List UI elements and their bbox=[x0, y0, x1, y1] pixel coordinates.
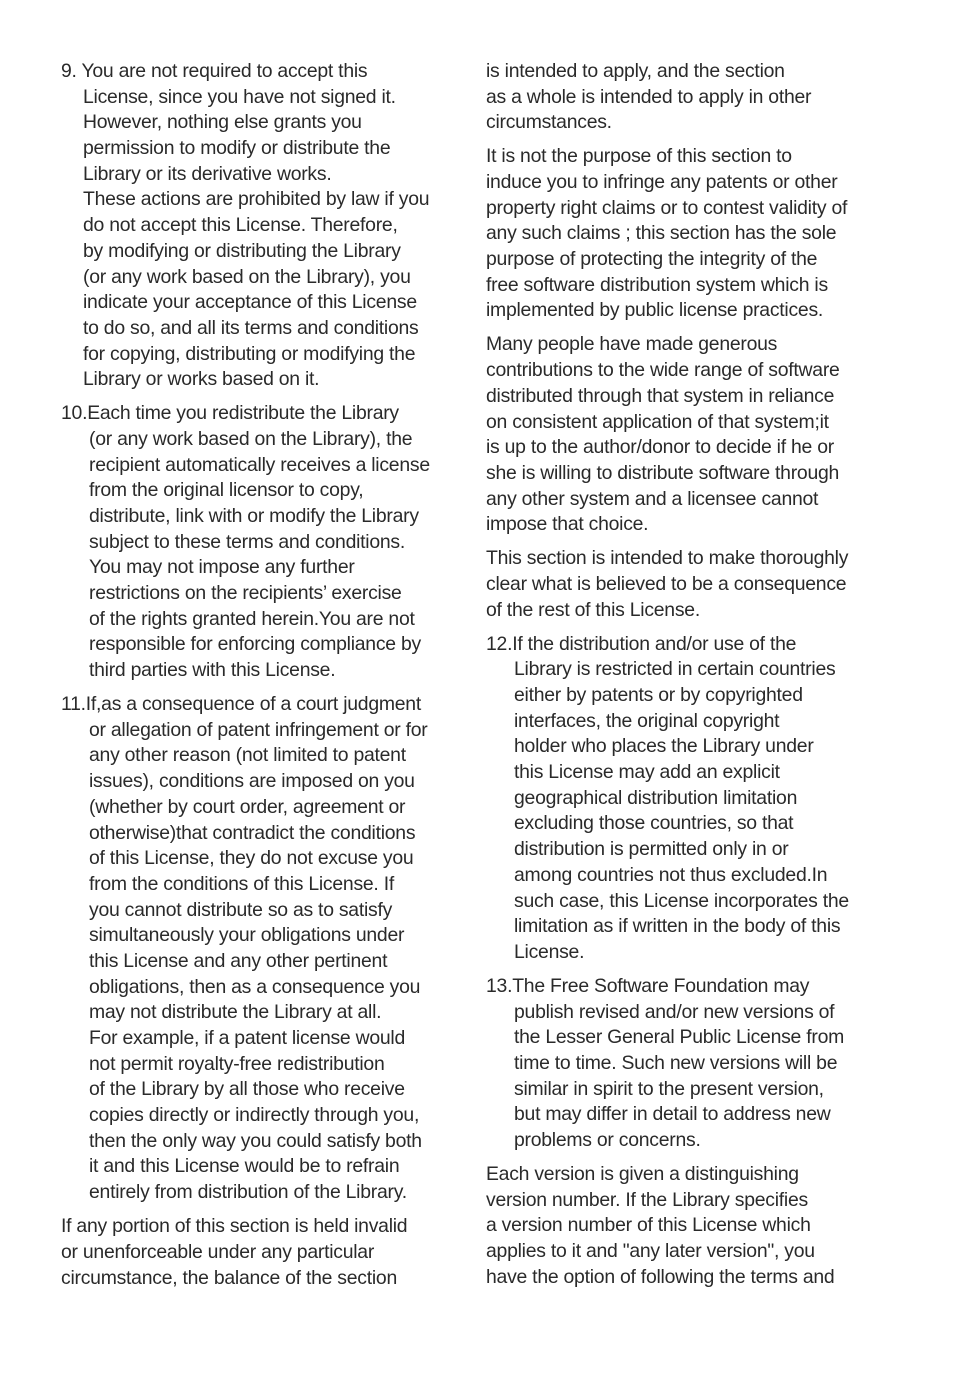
list-item-9-line: do not accept this License. Therefore, bbox=[83, 214, 398, 237]
paragraph-line: any other system and a licensee cannot bbox=[486, 487, 819, 510]
list-item-12 bbox=[486, 632, 870, 966]
list-item-9-line: indicate your acceptance of this License bbox=[83, 291, 417, 314]
paragraph-purpose bbox=[486, 144, 870, 324]
paragraph-line: any such claims ; this section has the sole bbox=[486, 222, 837, 245]
paragraph-line: impose that choice. bbox=[486, 513, 649, 536]
paragraph-many-people bbox=[486, 332, 870, 538]
paragraph-line: clear what is believed to be a consequence bbox=[486, 572, 847, 595]
left-column bbox=[61, 59, 445, 1291]
list-item-10-line: subject to these terms and conditions. bbox=[89, 530, 406, 553]
list-item-11-line: For example, if a patent license would bbox=[89, 1027, 406, 1050]
list-item-10 bbox=[61, 401, 445, 684]
paragraph-line: or unenforceable under any particular bbox=[61, 1240, 375, 1263]
list-item-11-line: from the conditions of this License. If bbox=[89, 872, 394, 895]
paragraph-line: property right claims or to contest validity of bbox=[486, 196, 848, 219]
paragraph-line: applies to it and "any later version", you bbox=[486, 1240, 815, 1263]
list-item-9-line: Library or works based on it. bbox=[83, 368, 320, 391]
paragraph-line: of the rest of this License. bbox=[486, 598, 700, 621]
paragraph-invalid-portion bbox=[61, 1214, 445, 1291]
list-item-11-line: simultaneously your obligations under bbox=[89, 924, 405, 947]
list-item-12-line: among countries not thus excluded.In bbox=[514, 863, 828, 886]
list-item-9-line: (or any work based on the Library), you bbox=[83, 265, 411, 288]
paragraph-line: is up to the author/donor to decide if he or bbox=[486, 436, 834, 459]
list-item-13-line: publish revised and/or new versions of bbox=[514, 1000, 835, 1023]
paragraph-version bbox=[486, 1162, 870, 1290]
list-item-11-line: it and this License would be to refrain bbox=[89, 1155, 400, 1178]
list-item-12-line: 12.If the distribution and/or use of the bbox=[486, 632, 797, 655]
list-item-11-line: this License and any other pertinent bbox=[89, 949, 388, 972]
list-item-13-line: the Lesser General Public License from bbox=[514, 1026, 845, 1049]
list-item-11-line: issues), conditions are imposed on you bbox=[89, 770, 415, 793]
list-item-9-line: Library or its derivative works. bbox=[83, 162, 332, 185]
list-item-11-line: any other reason (not limited to patent bbox=[89, 744, 406, 767]
right-column bbox=[486, 59, 870, 1290]
paragraph-line: This section is intended to make thoroughly bbox=[486, 547, 849, 570]
paragraph-line: as a whole is intended to apply in other bbox=[486, 85, 812, 108]
paragraph-line: induce you to infringe any patents or other bbox=[486, 171, 838, 194]
list-item-12-line: excluding those countries, so that bbox=[514, 812, 794, 835]
list-item-12-line: limitation as if written in the body of this bbox=[514, 915, 841, 938]
list-item-9-line: However, nothing else grants you bbox=[83, 111, 362, 134]
list-item-11-line: then the only way you could satisfy both bbox=[89, 1129, 422, 1152]
list-item-11-line: or allegation of patent infringement or for bbox=[89, 718, 428, 741]
paragraph-thoroughly bbox=[486, 546, 870, 623]
list-item-12-line: either by patents or by copyrighted bbox=[514, 684, 803, 706]
paragraph-line: Each version is given a distinguishing bbox=[486, 1162, 799, 1185]
paragraph-line: contributions to the wide range of software bbox=[486, 359, 840, 382]
list-item-10-line: 10.Each time you redistribute the Library bbox=[61, 402, 399, 425]
list-item-10-line: You may not impose any further bbox=[89, 556, 355, 579]
list-item-11-line: (whether by court order, agreement or bbox=[89, 795, 406, 818]
list-item-12-line: Library is restricted in certain countries bbox=[514, 658, 836, 681]
paragraph-line: implemented by public license practices. bbox=[486, 299, 824, 322]
paragraph-intended bbox=[486, 59, 870, 136]
list-item-12-line: holder who places the Library under bbox=[514, 735, 814, 758]
paragraph-line: Many people have made generous bbox=[486, 333, 778, 356]
list-item-11-line: 11.If,as a consequence of a court judgment bbox=[61, 693, 421, 716]
list-item-11-line: otherwise)that contradict the conditions bbox=[89, 821, 416, 844]
list-item-12-line: distribution is permitted only in or bbox=[514, 838, 789, 861]
list-item-12-line: this License may add an explicit bbox=[514, 761, 780, 784]
paragraph-line: It is not the purpose of this section to bbox=[486, 145, 792, 168]
paragraph-line: circumstances. bbox=[486, 111, 612, 134]
list-item-10-line: (or any work based on the Library), the bbox=[89, 427, 413, 450]
list-item-10-line: responsible for enforcing compliance by bbox=[89, 633, 421, 656]
list-item-9-line: 9. You are not required to accept this bbox=[61, 60, 368, 82]
paragraph-line: is intended to apply, and the section bbox=[486, 60, 785, 82]
list-item-11-line: of this License, they do not excuse you bbox=[89, 847, 414, 870]
list-item-13-line: time to time. Such new versions will be bbox=[514, 1051, 838, 1074]
list-item-9 bbox=[61, 59, 445, 393]
paragraph-line: version number. If the Library specifies bbox=[486, 1188, 808, 1211]
list-item-9-line: by modifying or distributing the Library bbox=[83, 239, 401, 262]
list-item-13 bbox=[486, 974, 870, 1154]
list-item-10-line: from the original licensor to copy, bbox=[89, 479, 364, 502]
list-item-11-line: copies directly or indirectly through you, bbox=[89, 1104, 420, 1127]
list-item-10-line: restrictions on the recipients’ exercise bbox=[89, 582, 402, 605]
list-item-13-line: similar in spirit to the present version, bbox=[514, 1077, 824, 1100]
paragraph-line: purpose of protecting the integrity of the bbox=[486, 248, 818, 271]
list-item-11-line: not permit royalty-free redistribution bbox=[89, 1052, 385, 1075]
list-item-9-line: License, since you have not signed it. bbox=[83, 85, 396, 108]
list-item-10-line: of the rights granted herein.You are not bbox=[89, 607, 415, 630]
paragraph-line: distributed through that system in reliance bbox=[486, 384, 835, 407]
list-item-13-line: problems or concerns. bbox=[514, 1128, 701, 1151]
list-item-11 bbox=[61, 692, 445, 1206]
list-item-12-line: geographical distribution limitation bbox=[514, 786, 798, 809]
paragraph-line: have the option of following the terms and bbox=[486, 1265, 835, 1288]
list-item-11-line: of the Library by all those who receive bbox=[89, 1078, 405, 1101]
paragraph-line: a version number of this License which bbox=[486, 1214, 811, 1237]
list-item-11-line: may not distribute the Library at all. bbox=[89, 1001, 382, 1024]
list-item-10-line: recipient automatically receives a license bbox=[89, 453, 430, 476]
paragraph-line: If any portion of this section is held invalid bbox=[61, 1215, 408, 1238]
list-item-12-line: interfaces, the original copyright bbox=[514, 709, 780, 732]
list-item-12-line: License. bbox=[514, 940, 585, 963]
list-item-10-line: third parties with this License. bbox=[89, 659, 336, 682]
list-item-13-line: 13.The Free Software Foundation may bbox=[486, 974, 810, 997]
paragraph-line: she is willing to distribute software through bbox=[486, 461, 840, 484]
paragraph-line: on consistent application of that system;it bbox=[486, 410, 829, 433]
list-item-13-line: but may differ in detail to address new bbox=[514, 1103, 831, 1126]
list-item-12-line: such case, this License incorporates the bbox=[514, 889, 849, 912]
list-item-11-line: you cannot distribute so as to satisfy bbox=[89, 898, 393, 921]
list-item-9-line: These actions are prohibited by law if you bbox=[83, 188, 430, 211]
list-item-11-line: entirely from distribution of the Library. bbox=[89, 1181, 407, 1204]
paragraph-line: circumstance, the balance of the section bbox=[61, 1266, 397, 1289]
list-item-10-line: distribute, link with or modify the Library bbox=[89, 504, 419, 527]
paragraph-line: free software distribution system which is bbox=[486, 273, 828, 296]
list-item-9-line: to do so, and all its terms and conditions bbox=[83, 316, 419, 339]
list-item-9-line: permission to modify or distribute the bbox=[83, 137, 391, 160]
list-item-11-line: obligations, then as a consequence you bbox=[89, 975, 421, 998]
list-item-9-line: for copying, distributing or modifying the bbox=[83, 342, 416, 365]
